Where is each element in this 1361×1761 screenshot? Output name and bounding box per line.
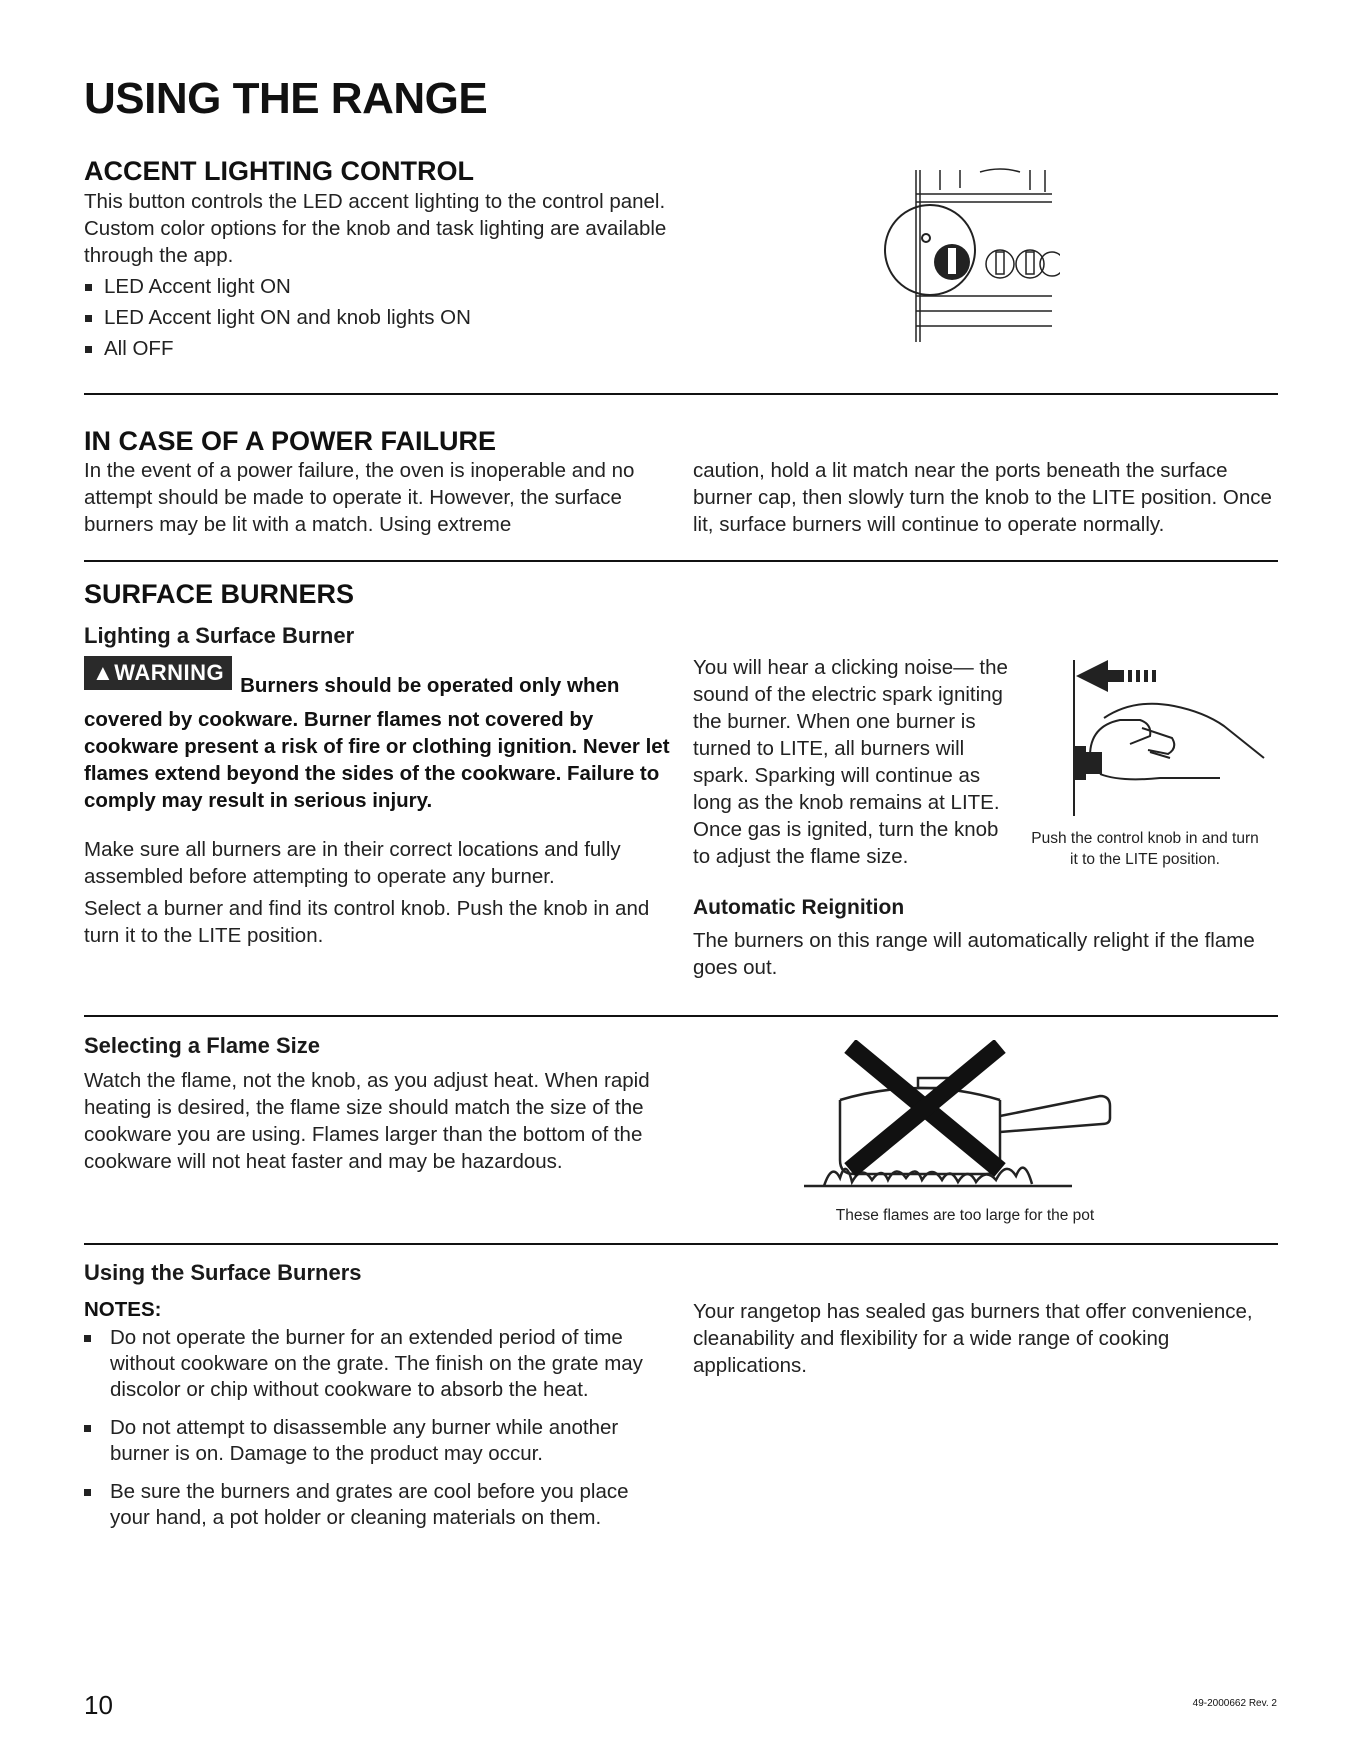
accent-bullet-list: [84, 273, 669, 366]
power-heading: IN CASE OF A POWER FAILURE: [84, 426, 497, 456]
flame-caption: These flames are too large for the pot: [835, 1207, 1095, 1224]
power-text-left: In the event of a power failure, the oven is inoperable and no attempt should be made to operate it. However, the surface burners may be lit with a match. Using extreme: [84, 459, 635, 536]
using-subheading: Using the Surface Burners: [84, 1260, 362, 1285]
warning-text: Burners should be operated only when covered by cookware. Burner flames not covered by cookware present a risk of fire or clothing ignition. Never let flames extend beyond the sides of the cookware. Failure to comply may result in serious injury.: [84, 674, 670, 812]
clicking-text: You will hear a clicking noise— the sound of the electric spark igniting the burner. When one burner is turned to LITE, all burners will spark. Sparking will continue as long as the knob remains at LITE. Once gas is ignited, turn the knob to adjust the flame size.: [693, 656, 1008, 868]
accent-paragraph: This button controls the LED accent lighting to the control panel. Custom color options for the knob and task lighting are available through the app.: [84, 190, 667, 267]
knob-caption: Push the control knob in and turn it to the LITE position.: [1031, 830, 1259, 868]
accent-bullet: All OFF: [84, 335, 669, 362]
surface-heading: SURFACE BURNERS: [84, 579, 355, 609]
hand-pushing-knob-illustration: [1060, 656, 1280, 826]
page-title: USING THE RANGE: [84, 74, 488, 123]
power-text-right: caution, hold a lit match near the ports beneath the surface burner cap, then slowly turn the knob to the LITE position. Once lit, surface burners will continue to operate normally.: [693, 459, 1272, 536]
note-item: Do not attempt to disassemble any burner while another burner is on. Damage to the product may occur.: [84, 1415, 664, 1467]
reignition-heading: Automatic Reignition: [693, 896, 905, 919]
accent-bullet: LED Accent light ON and knob lights ON: [84, 304, 669, 331]
warning-badge: [84, 656, 232, 690]
accent-bullet: LED Accent light ON: [84, 273, 669, 300]
warning-label: WARNING: [114, 660, 225, 685]
burner-para-1: Make sure all burners are in their correct locations and fully assembled before attempting to operate any burner.: [84, 838, 621, 888]
warning-triangle-icon: ▲: [92, 660, 115, 685]
flame-text: Watch the flame, not the knob, as you adjust heat. When rapid heating is desired, the flame size should match the size of the cookware you are using. Flames larger than the bottom of the cookware will not heat faster and may be hazardous.: [84, 1069, 650, 1173]
document-number: 49-2000662 Rev. 2: [1192, 1698, 1277, 1709]
accent-heading: ACCENT LIGHTING CONTROL: [84, 156, 474, 186]
notes-list: [84, 1325, 664, 1543]
control-panel-illustration: [880, 166, 1060, 346]
lighting-subheading: Lighting a Surface Burner: [84, 623, 355, 648]
notes-label: NOTES:: [84, 1298, 162, 1321]
note-item: Do not operate the burner for an extended period of time without cookware on the grate. The finish on the grate may discolor or chip without cookware to absorb the heat.: [84, 1325, 664, 1403]
divider: [84, 560, 1278, 562]
divider: [84, 1243, 1278, 1245]
reignition-text: The burners on this range will automatically relight if the flame goes out.: [693, 929, 1255, 979]
divider: [84, 393, 1278, 395]
burner-para-2: Select a burner and find its control knob. Push the knob in and turn it to the LITE position.: [84, 897, 650, 947]
page-number: 10: [84, 1690, 113, 1720]
oversized-flame-pot-illustration: [800, 1040, 1140, 1200]
note-item: Be sure the burners and grates are cool before you place your hand, a pot holder or cleaning materials on them.: [84, 1479, 664, 1531]
rangetop-text: Your rangetop has sealed gas burners that offer convenience, cleanability and flexibility for a wide range of cooking applications.: [693, 1300, 1253, 1377]
flame-subheading: Selecting a Flame Size: [84, 1033, 320, 1058]
warning-block: [84, 656, 674, 812]
divider: [84, 1015, 1278, 1017]
